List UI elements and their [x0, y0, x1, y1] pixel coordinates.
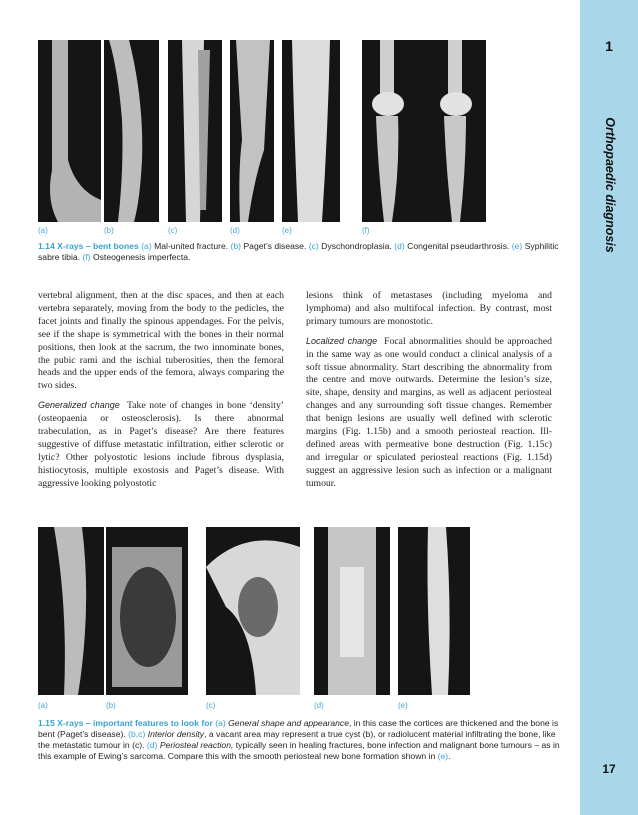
- subheading-generalized-change: Generalized change: [38, 400, 120, 411]
- bone-shape: [38, 527, 104, 695]
- caption-text: Congenital pseudarthrosis.: [407, 241, 510, 251]
- caption-label: (e): [437, 751, 449, 761]
- xray-1-14f: [362, 40, 486, 222]
- caption-text: , in this case the cortices are thickened and the bone is bent (Paget’s disease).: [38, 718, 559, 739]
- panel-label-1-14b: (b): [104, 226, 114, 235]
- bone-shape: [104, 40, 159, 222]
- bone-shape: [362, 40, 486, 222]
- bone-shape: [106, 527, 188, 695]
- caption-label: (a): [215, 718, 226, 728]
- caption-label: (d): [394, 241, 405, 251]
- body-column-left: [38, 290, 284, 491]
- caption-title: X-rays – important features to look for: [57, 718, 213, 728]
- panel-label-1-15c: (c): [206, 701, 216, 710]
- figure-caption-1-14: [38, 241, 568, 263]
- caption-label: (d): [146, 740, 158, 750]
- caption-text: Dyschondroplasia.: [321, 241, 392, 251]
- paragraph: [38, 399, 284, 490]
- xray-1-14e: [282, 40, 340, 222]
- bone-shape: [282, 40, 340, 222]
- caption-number: 1.14: [38, 241, 55, 251]
- bone-shape: [168, 40, 222, 222]
- panel-label-1-14d: (d): [230, 226, 240, 235]
- xray-1-15e: [398, 527, 470, 695]
- chapter-title-text: Orthopaedic diagnosis: [603, 117, 617, 253]
- paragraph: lesions think of metastases (including myeloma and lymphoma) and also multifocal infection. By contrast, most primary tumours are monostotic.: [306, 290, 552, 327]
- panel-label-1-15e: (e): [398, 701, 408, 710]
- bone-shape: [398, 527, 470, 695]
- xray-1-14d: [230, 40, 274, 222]
- panel-label-1-14f: (f): [362, 226, 370, 235]
- xray-1-15b: [106, 527, 188, 695]
- xray-1-15d: [314, 527, 390, 695]
- page-number: 17: [602, 762, 616, 776]
- xray-1-15a: [38, 527, 104, 695]
- caption-title: X-rays – bent bones: [57, 241, 139, 251]
- caption-text: Paget’s disease.: [243, 241, 307, 251]
- caption-text: Osteogenesis imperfecta.: [92, 252, 191, 262]
- bone-shape: [206, 527, 300, 695]
- paragraph-text: Focal abnormalities should be approached in the same way as one would conduct a clinical analysis of a soft tissue abnormality. Start describing the abnormality from the centre and move outwards. Determine the lesion’s size, site, shape, density and margins, as well as adjacent periosteal changes and any surrounding soft tissue changes. Remember that benign lesions are usually well defined with sclerotic margins (Fig. 1.15b) and a smooth periosteal reaction. Ill-defined areas with permeative bone destruction (Fig. 1.15c) and irregular or spiculated periosteal reactions (Fig. 1.15d) suggest an aggressive lesion such as infection or a malignant tumour.: [306, 335, 553, 489]
- xray-1-15c: [206, 527, 300, 695]
- caption-italic: Periosteal reaction,: [159, 740, 234, 750]
- xray-1-14b: [104, 40, 159, 222]
- paragraph: vertebral alignment, then at the disc spaces, and then at each vertebra separately, moving from the body to the pedicles, the facet joints and finally the spinous appendages. For the pelvis, see if the shape is symmetrical with the bones in their normal positions, then look at the sacrum, the two innominate bones, the pubic rami and the ischial tuberosities, then the femoral heads and the upper ends of the femora, always comparing the two sides.: [38, 290, 284, 392]
- caption-number: 1.15: [38, 718, 55, 728]
- paragraph-text: Take note of changes in bone ‘density’ (osteopaenia or osteosclerosis). Is there abnormal trabeculation, as in Paget’s disease? Are there features suggestive of diffuse metastatic infiltration, either sclerotic or lytic? Other polyostotic lesions include fibrous dysplasia, histiocytosis, multiple exostosis and Paget’s disease. With aggressive looking polyostotic: [38, 400, 285, 489]
- caption-label: (b,c): [128, 729, 146, 739]
- subheading-localized-change: Localized change: [306, 335, 378, 346]
- caption-text: Syphilitic sabre tibia.: [38, 241, 559, 262]
- panel-label-1-14e: (e): [282, 226, 292, 235]
- chapter-number: 1: [605, 38, 613, 54]
- caption-italic: Interior density: [147, 729, 205, 739]
- caption-italic: General shape and appearance: [228, 718, 349, 728]
- panel-label-1-14a: (a): [38, 226, 48, 235]
- caption-text: Mal-united fracture.: [154, 241, 229, 251]
- bone-shape: [38, 40, 101, 222]
- chapter-title: [598, 105, 622, 265]
- xray-1-14c: [168, 40, 222, 222]
- caption-label: (a): [141, 241, 152, 251]
- paragraph: [306, 335, 552, 491]
- caption-label: (c): [308, 241, 319, 251]
- xray-1-14a: [38, 40, 101, 222]
- panel-label-1-15a: (a): [38, 701, 48, 710]
- caption-label: (e): [511, 241, 523, 251]
- panel-label-1-15b: (b): [106, 701, 116, 710]
- caption-label: (b): [230, 241, 242, 251]
- figure-caption-1-15: [38, 718, 568, 762]
- caption-text: , a vacant area may represent a true cyst (b), or radiolucent material infiltrating the bone, like the metastatic tumour in (c).: [38, 729, 556, 750]
- caption-label: (f): [82, 252, 91, 262]
- bone-shape: [230, 40, 274, 222]
- body-column-right: [306, 290, 552, 491]
- caption-text: .: [448, 751, 451, 761]
- panel-label-1-15d: (d): [314, 701, 324, 710]
- chapter-sidebar: [580, 0, 638, 815]
- caption-text: typically seen in healing fractures, bone infection and malignant bone tumours – as in this example of Ewing’s sarcoma. Compare this with the smooth periosteal new bone formation shown in: [38, 740, 560, 761]
- bone-shape: [314, 527, 390, 695]
- panel-label-1-14c: (c): [168, 226, 178, 235]
